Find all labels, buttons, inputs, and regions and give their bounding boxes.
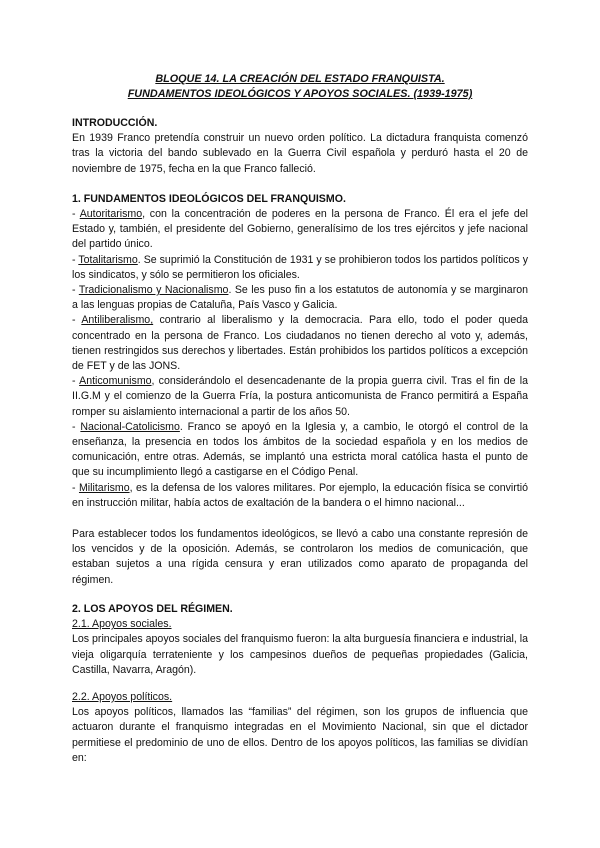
item-term: Nacional-Catolicismo (80, 420, 180, 433)
item-term: Tradicionalismo y Nacionalismo (78, 284, 229, 297)
list-item (72, 283, 528, 313)
list-item (72, 420, 528, 481)
section-2-heading: 2. LOS APOYOS DEL RÉGIMEN. (72, 602, 233, 615)
item-term: Anticomunismo (79, 375, 152, 388)
item-term: Autoritarismo (79, 208, 143, 221)
item-text: , es la defensa de los valores militares. Por ejemplo, la educación física se convirtió en instrucción militar, había actos de exaltación de la bandera o el himno nacional... (72, 481, 528, 509)
intro-paragraph: En 1939 Franco pretendía construir un nuevo orden político. La dictadura franquista comenzó tras la victoria del bando sublevado en la Guerra Civil española y perduró hasta el 20 de noviembre de 1975, fecha en la que Franco falleció. (72, 132, 528, 175)
title-line-1: BLOQUE 14. LA CREACIÓN DEL ESTADO FRANQUISTA. (155, 73, 445, 85)
item-dash: - (72, 284, 79, 297)
item-dash: - (72, 481, 79, 494)
item-dash: - (72, 208, 80, 221)
ideology-list (72, 207, 528, 511)
list-item (72, 207, 528, 253)
list-item (72, 313, 528, 374)
list-item (72, 253, 528, 283)
item-dash: - (72, 314, 82, 327)
subsection-2-1-paragraph: Los principales apoyos sociales del franquismo fueron: la alta burguesía financiera e industrial, la vieja oligarquía terrateniente y los campesinos dueños de pequeñas propiedades (Galicia, Castilla, Navarra, Aragón). (72, 633, 528, 676)
subsection-2-1-heading: 2.1. Apoyos sociales. (72, 618, 172, 631)
item-text: , con la concentración de poderes en la persona de Franco. Él era el jefe del Estado y, también, el presidente del Gobierno, generalísimo de los tres ejércitos y jefe nacional del partido único. (72, 208, 528, 251)
title-line-2: FUNDAMENTOS IDEOLÓGICOS Y APOYOS SOCIALES. (1939-1975) (127, 88, 473, 100)
section-1-heading: 1. FUNDAMENTOS IDEOLÓGICOS DEL FRANQUISMO. (72, 192, 346, 205)
list-item (72, 374, 528, 420)
subsection-2-2-heading: 2.2. Apoyos políticos. (72, 690, 173, 703)
intro-heading: INTRODUCCIÓN. (72, 117, 158, 129)
item-dash: - (72, 375, 80, 388)
page-content (72, 72, 528, 766)
item-dash: - (72, 420, 81, 433)
item-text: , considerándolo el desencadenante de la propia guerra civil. Tras el fin de la II.G.M y el comienzo de la Guerra Fría, la postura anticomunista de Franco permitirá a España romper su aislamiento internacional a partir de los años 50. (72, 375, 528, 418)
section-1-closing: Para establecer todos los fundamentos ideológicos, se llevó a cabo una constante represión de los vencidos y de la oposición. Además, se controlaron los medios de comunicación, que estaban sujetos a una rígida censura y eran utilizados como aparato de propaganda del régimen. (72, 528, 528, 586)
item-term: Militarismo (78, 481, 130, 494)
item-dash: - (72, 253, 79, 266)
list-item (72, 481, 528, 511)
item-text: contrario al liberalismo y la democracia. Para ello, todo el poder queda concentrado en la persona de Franco. Los ciudadanos no tienen derecho al voto y, además, tienen restringidos sus derechos y libertades. Están prohibidos los partidos políticos a excepción de FET y de las JONS. (72, 314, 529, 373)
item-term: Antiliberalismo, (81, 314, 154, 327)
item-text: . Franco se apoyó en la Iglesia y, a cambio, le otorgó el control de la enseñanza, la presencia en todos los ámbitos de la sociedad española y en los medios de comunicación, entre otras. Además, se implantó una estricta moral católica hasta el punto de que su incumplimiento llegó a castigarse en el Código Penal. (72, 420, 528, 479)
item-text: . Se les puso fin a los estatutos de autonomía y se marginaron a las lenguas propias de Cataluña, País Vasco y Galicia. (72, 284, 529, 312)
item-text: . Se suprimió la Constitución de 1931 y se prohibieron todos los partidos políticos y los sindicatos, y sólo se permitieron los oficiales. (72, 253, 529, 281)
subsection-2-2-paragraph: Los apoyos políticos, llamados las “familias” del régimen, son los grupos de influencia que actuaron durante el franquismo integradas en el Movimiento Nacional, sin que el dictador permitiese el predominio de uno de ellos. Dentro de los apoyos políticos, las familias se dividían en: (72, 706, 528, 764)
document-title (72, 72, 528, 102)
item-term: Totalitarismo (78, 253, 138, 266)
